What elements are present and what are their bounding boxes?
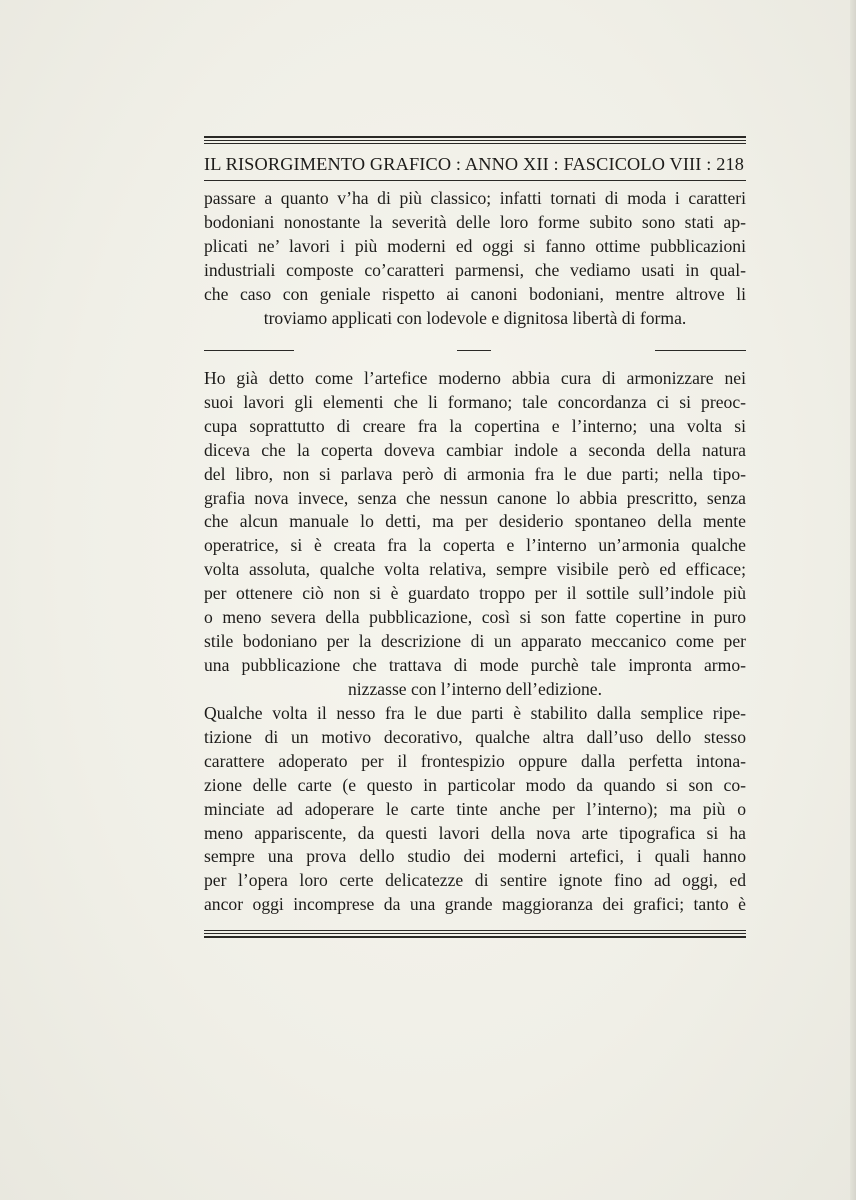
text-line: plicati ne’ lavori i più moderni ed oggi si fanno ottime pubblicazioni [204,235,746,256]
text-line: stile bodoniano per la descrizione di un apparato meccanico come per [204,630,746,651]
text-line: bodoniani nonostante la severità delle loro forme subito sono stati ap- [204,211,746,232]
text-line: nizzasse con l’interno dell’edizione. [347,678,603,699]
paragraph-1 [204,187,746,330]
header-rule [204,136,746,146]
text-line: minciate ad adoperare le carte tinte anche per l’interno); ma più o [204,798,746,819]
section-divider-left [204,350,294,351]
text-line: Qualche volta il nesso fra le due parti è stabilito dalla semplice ripe- [204,703,746,723]
text-line: ancor oggi incomprese da una grande maggioranza dei grafici; tanto è [204,894,746,915]
text-line: diceva che la coperta doveva cambiar indole a seconda della natura [204,439,746,460]
text-line: sempre una prova dello studio dei moderni artefici, i quali hanno [204,846,746,867]
text-line: tizione di un motivo decorativo, qualche altra dall’uso dello stesso [204,726,746,747]
text-line: carattere adoperato per il frontespizio oppure dalla perfetta intona- [204,750,746,771]
text-line: troviamo applicati con lodevole e dignitosa libertà di forma. [263,307,687,328]
text-line: per l’opera loro certe delicatezze di sentire ignote fino ad oggi, ed [204,870,746,891]
section-divider-right [655,350,746,351]
text-line: operatrice, si è creata fra la coperta e l’interno un’armonia qualche [204,535,746,556]
text-line: industriali composte co’caratteri parmensi, che vediamo usati in qual- [204,259,746,280]
text-line: del libro, non si parlava però di armonia fra le due parti; nella tipo- [204,463,746,484]
paragraph-2 [204,367,746,702]
text-line: meno appariscente, da questi lavori della nova arte tipografica si ha [204,822,746,843]
header-rule-bottom [204,180,746,183]
text-line: che caso con geniale rispetto ai canoni bodoniani, mentre altrove li [204,283,746,304]
paragraph-3 [204,702,746,917]
text-line: grafia nova invece, senza che nessun canone lo abbia prescritto, senza [204,487,746,508]
text-line: una pubblicazione che trattava di mode purchè tale impronta armo- [204,654,746,675]
section-divider-center [457,350,491,351]
text-line: volta assoluta, qualche volta relativa, sempre visibile però ed efficace; [204,559,746,580]
text-line: che alcun manuale lo detti, ma per desiderio spontaneo della mente [204,511,746,532]
page-edge [850,0,856,1200]
text-line: per ottenere ciò non si è guardato troppo per il sottile sull’indole più [204,583,746,604]
text-line: cupa soprattutto di creare fra la copertina e l’interno; una volta si [204,415,746,436]
text-line: o meno severa della pubblicazione, così si son fatte copertine in puro [204,607,746,628]
footer-rule [204,930,746,940]
text-line: passare a quanto v’ha di più classico; infatti tornati di moda i caratteri [204,188,746,208]
running-head: IL RISORGIMENTO GRAFICO : ANNO XII : FASCICOLO VIII : 218 [204,154,745,174]
text-line: Ho già detto come l’artefice moderno abbia cura di armonizzare nei [204,368,746,388]
text-line: suoi lavori gli elementi che li formano; tale concordanza ci si preoc- [204,391,746,412]
text-line: zione delle carte (e questo in particolar modo da quando si son co- [204,774,746,795]
